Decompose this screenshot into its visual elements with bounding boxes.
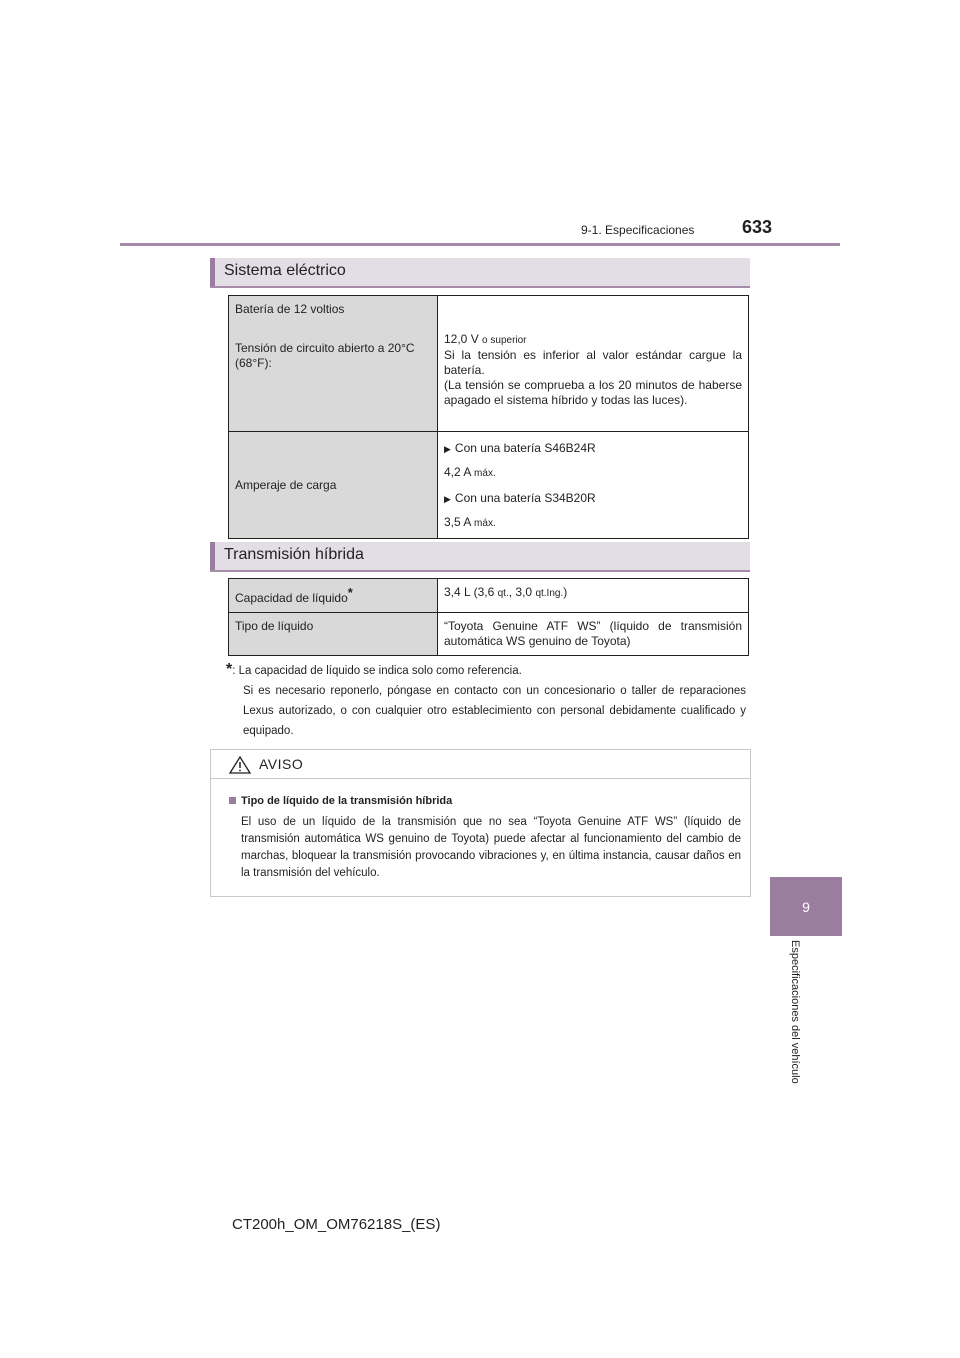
voltage-note: Si la tensión es inferior al valor estándar cargue la batería. bbox=[444, 348, 742, 377]
voltage-value-cell bbox=[438, 296, 749, 432]
capacity-label-cell bbox=[229, 579, 438, 613]
capacity-value: 3,4 L (3,6 bbox=[444, 585, 495, 599]
fluid-value: “Toyota Genuine ATF WS” (líquido de transmisión automática WS genuino de Toyota) bbox=[444, 619, 742, 648]
square-bullet-icon bbox=[229, 797, 236, 804]
table-row bbox=[229, 579, 749, 613]
fluid-value-cell bbox=[438, 613, 749, 656]
voltage-label: Tensión de circuito abierto a 20°C (68°F): bbox=[235, 341, 415, 370]
charge-label-cell bbox=[229, 432, 438, 539]
electrical-spec-table bbox=[228, 295, 749, 539]
capacity-value-end: ) bbox=[563, 585, 568, 599]
battery-label: Batería de 12 voltios bbox=[235, 302, 345, 316]
voltage-value: 12,0 V bbox=[444, 332, 479, 346]
charge-value-cell bbox=[438, 432, 749, 539]
notice-header bbox=[211, 750, 750, 779]
document-code: CT200h_OM_OM76218S_(ES) bbox=[232, 1216, 441, 1233]
voltage-qualifier: o superior bbox=[482, 335, 527, 346]
transmission-spec-table bbox=[228, 578, 749, 656]
bullet-triangle-icon: ▶ bbox=[444, 444, 451, 454]
capacity-value-cell bbox=[438, 579, 749, 613]
notice-subtitle-row bbox=[229, 795, 452, 807]
charge-unit-2: máx. bbox=[474, 518, 496, 529]
fluid-label: Tipo de líquido bbox=[235, 619, 314, 633]
table-row bbox=[229, 432, 749, 539]
section-heading-text: Transmisión híbrida bbox=[224, 546, 364, 563]
section-heading-transmission bbox=[210, 542, 750, 572]
charge-option-1: Con una batería S46B24R bbox=[454, 441, 596, 455]
capacity-label: Capacidad de líquido bbox=[235, 591, 348, 605]
voltage-note-2: (La tensión se comprueba a los 20 minutos de haberse apagado el sistema híbrido y todas las luces). bbox=[444, 378, 742, 407]
footnote-marker: * bbox=[347, 585, 353, 600]
notice-box bbox=[210, 749, 751, 897]
charge-option-2: Con una batería S34B20R bbox=[454, 491, 596, 505]
footnote bbox=[226, 660, 746, 741]
chapter-tab: 9 bbox=[770, 877, 842, 936]
section-heading-electrical bbox=[210, 258, 750, 288]
bullet-triangle-icon: ▶ bbox=[444, 494, 451, 504]
warning-icon bbox=[229, 756, 251, 774]
footnote-line-2: Si es necesario reponerlo, póngase en contacto con un concesionario o taller de reparaciones Lexus autorizado, o con cualquier otro establecimiento con personal debidamente cualificado y equipado. bbox=[243, 685, 746, 737]
footnote-star: * bbox=[226, 661, 233, 678]
battery-label-cell bbox=[229, 296, 438, 432]
header-rule bbox=[120, 243, 840, 246]
notice-subtitle: Tipo de líquido de la transmisión híbrida bbox=[241, 795, 453, 807]
page-number: 633 bbox=[742, 217, 773, 237]
charge-unit-1: máx. bbox=[474, 468, 496, 479]
capacity-unit-qt-ing: qt.Ing. bbox=[535, 588, 564, 599]
table-row bbox=[229, 296, 749, 432]
charge-value-2: 3,5 A bbox=[444, 515, 471, 529]
section-heading-text: Sistema eléctrico bbox=[224, 262, 346, 279]
capacity-value-mid: , 3,0 bbox=[508, 585, 533, 599]
capacity-unit-qt: qt. bbox=[497, 588, 509, 599]
fluid-label-cell bbox=[229, 613, 438, 656]
notice-body: El uso de un líquido de la transmisión que no sea “Toyota Genuine ATF WS” (líquido de transmisión automática WS genuino de Toyota) puede afectar al funcionamiento del cambio de marchas, bloquear la transmisión provocando vibraciones y, en última instancia, causar daños en la transmisión del vehículo. bbox=[241, 816, 741, 879]
notice-title: AVISO bbox=[259, 756, 304, 772]
charge-value-1: 4,2 A bbox=[444, 465, 471, 479]
footnote-line-1: : La capacidad de líquido se indica solo como referencia. bbox=[232, 665, 522, 677]
charge-label: Amperaje de carga bbox=[235, 477, 337, 492]
chapter-side-label bbox=[785, 940, 805, 1170]
running-header-section: 9-1. Especificaciones bbox=[581, 223, 695, 237]
table-row bbox=[229, 613, 749, 656]
chapter-title: Especificaciones del vehículo bbox=[789, 940, 801, 1084]
